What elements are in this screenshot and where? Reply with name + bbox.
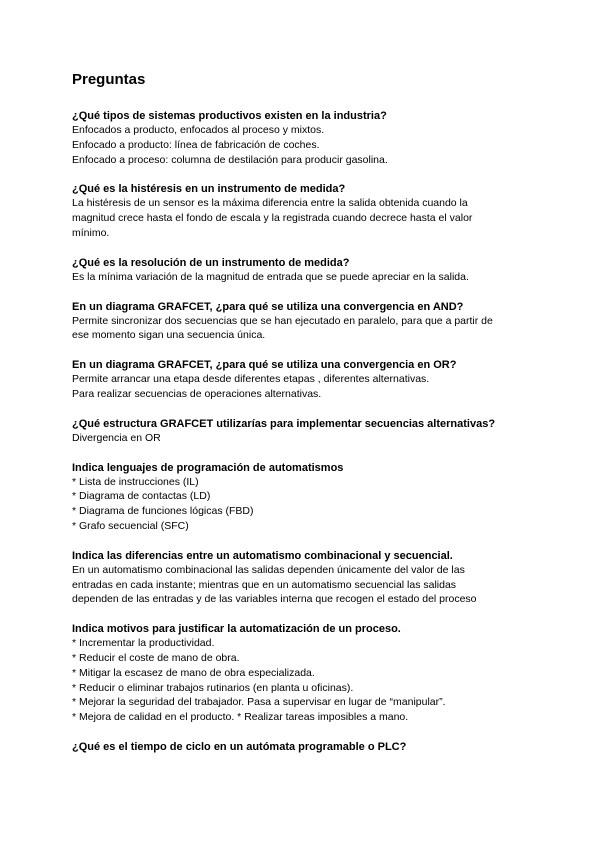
qa-section <box>72 417 532 446</box>
question-heading: ¿Qué estructura GRAFCET utilizarías para implementar secuencias alternativas? <box>72 417 496 430</box>
qa-list <box>72 109 532 754</box>
answer-line: Permite arrancar una etapa desde diferentes etapas , diferentes alternativas. <box>72 373 430 386</box>
answer-line: mínimo. <box>72 226 110 239</box>
answer-line: Enfocado a proceso: columna de destilación para producir gasolina. <box>72 153 388 166</box>
question-heading: ¿Qué tipos de sistemas productivos existen en la industria? <box>72 110 387 122</box>
answer-line: * Mejora de calidad en el producto. * Realizar tareas imposibles a mano. <box>72 711 409 724</box>
answer-line: La histéresis de un sensor es la máxima diferencia entre la salida obtenida cuando la <box>72 197 468 210</box>
qa-section <box>72 622 532 725</box>
qa-section <box>72 182 532 240</box>
answer-line: * Mejorar la seguridad del trabajador. Pasa a supervisar en lugar de “manipular”. <box>72 696 446 709</box>
question-heading: Indica motivos para justificar la automatización de un proceso. <box>72 623 401 636</box>
qa-section <box>72 740 532 754</box>
answer-line: * Lista de instrucciones (IL) <box>72 475 199 488</box>
qa-section <box>72 256 532 285</box>
document-page <box>72 70 532 769</box>
qa-section <box>72 109 532 167</box>
qa-section <box>72 549 532 607</box>
answer-line: Divergencia en OR <box>72 431 161 444</box>
answer-line: * Grafo secuencial (SFC) <box>72 519 189 532</box>
answer-line: Para realizar secuencias de operaciones alternativas. <box>72 387 322 400</box>
answer-line: entradas en cada instante; mientras que en un automatismo secuencial las salidas <box>72 578 457 591</box>
qa-section <box>72 358 532 402</box>
qa-section <box>72 461 532 534</box>
answer-line: Enfocado a producto: línea de fabricación de coches. <box>72 138 320 151</box>
answer-line: * Diagrama de funciones lógicas (FBD) <box>72 505 254 518</box>
answer-line: * Reducir el coste de mano de obra. <box>72 651 240 664</box>
answer-line: * Incrementar la productividad. <box>72 637 215 650</box>
answer-line: magnitud crece hasta el fondo de escala y la registrada cuando decrece hasta el valor <box>72 212 473 225</box>
answer-line: * Reducir o eliminar trabajos rutinarios (en planta u oficinas). <box>72 681 354 694</box>
answer-line: dependen de las entradas y de las variables interna que recogen el estado del proceso <box>72 593 477 606</box>
question-heading: ¿Qué es el tiempo de ciclo en un autómata programable o PLC? <box>72 740 407 753</box>
question-heading: ¿Qué es la histéresis en un instrumento de medida? <box>72 183 346 196</box>
question-heading: Indica lenguajes de programación de automatismos <box>72 461 344 474</box>
answer-line: * Mitigar la escasez de mano de obra especializada. <box>72 666 315 679</box>
answer-line: * Diagrama de contactas (LD) <box>72 490 211 503</box>
question-heading: ¿Qué es la resolución de un instrumento de medida? <box>72 256 350 269</box>
page-title: Preguntas <box>72 71 146 88</box>
answer-line: En un automatismo combinacional las salidas dependen únicamente del valor de las <box>72 563 465 576</box>
answer-line: Permite sincronizar dos secuencias que se han ejecutado en paralelo, para que a partir de <box>72 314 493 327</box>
question-heading: En un diagrama GRAFCET, ¿para qué se utiliza una convergencia en OR? <box>72 359 457 372</box>
answer-line: Es la mínima variación de la magnitud de entrada que se puede apreciar en la salida. <box>72 270 469 283</box>
qa-section <box>72 300 532 344</box>
answer-line: Enfocados a producto, enfocados al proceso y mixtos. <box>72 124 325 136</box>
question-heading: Indica las diferencias entre un automatismo combinacional y secuencial. <box>72 549 453 562</box>
answer-line: ese momento sigan una secuencia única. <box>72 329 266 342</box>
question-heading: En un diagrama GRAFCET, ¿para qué se utiliza una convergencia en AND? <box>72 300 464 313</box>
